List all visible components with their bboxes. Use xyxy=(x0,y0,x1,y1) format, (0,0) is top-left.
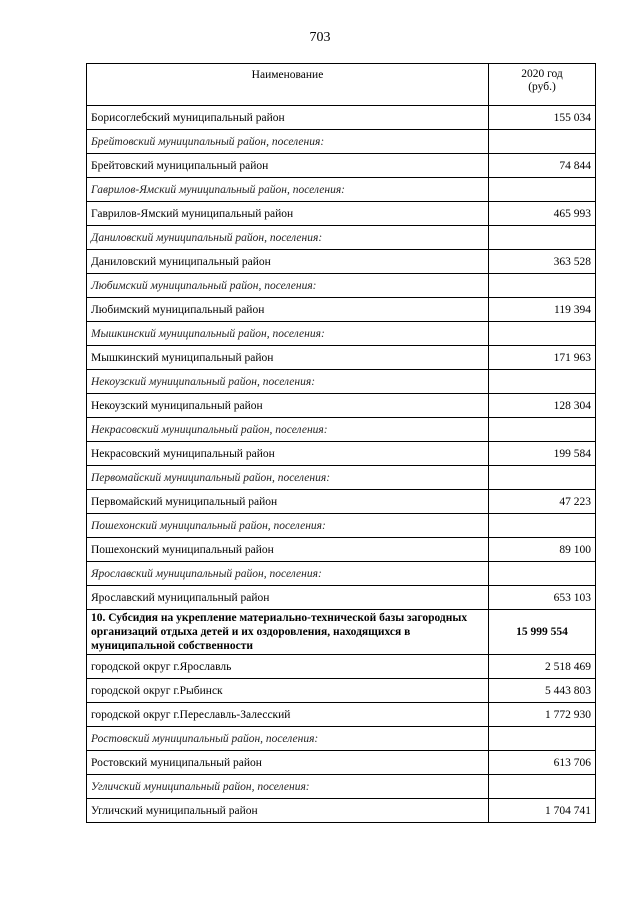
row-value-cell: 5 443 803 xyxy=(489,679,596,703)
section-header-row xyxy=(87,514,596,538)
row-value-cell: 74 844 xyxy=(489,154,596,178)
table-row xyxy=(87,751,596,775)
row-value-cell xyxy=(489,226,596,250)
table-row xyxy=(87,154,596,178)
table-row xyxy=(87,250,596,274)
row-value-cell xyxy=(489,178,596,202)
row-value-cell: 47 223 xyxy=(489,490,596,514)
row-name-cell: Некрасовский муниципальный район, поселения: xyxy=(87,418,489,442)
row-name-cell: Ростовский муниципальный район xyxy=(87,751,489,775)
row-value-cell xyxy=(489,322,596,346)
column-header-value xyxy=(489,64,596,106)
table-row xyxy=(87,202,596,226)
row-name-cell: Пошехонский муниципальный район, поселения: xyxy=(87,514,489,538)
row-value-cell: 155 034 xyxy=(489,106,596,130)
table-row xyxy=(87,394,596,418)
row-name-cell: Некоузский муниципальный район, поселения: xyxy=(87,370,489,394)
row-value-cell: 2 518 469 xyxy=(489,655,596,679)
section-header-row xyxy=(87,775,596,799)
subsidy-table xyxy=(86,63,596,823)
row-name-cell: Некоузский муниципальный район xyxy=(87,394,489,418)
table-header xyxy=(87,64,596,106)
section-header-row xyxy=(87,466,596,490)
subsidy-total-row xyxy=(87,610,596,655)
row-value-cell: 613 706 xyxy=(489,751,596,775)
section-header-row xyxy=(87,322,596,346)
row-name-cell: Ростовский муниципальный район, поселения: xyxy=(87,727,489,751)
row-name-cell: Гаврилов-Ямский муниципальный район, поселения: xyxy=(87,178,489,202)
row-name-cell: Любимский муниципальный район xyxy=(87,298,489,322)
row-value-cell: 15 999 554 xyxy=(489,610,596,655)
row-name-cell: Даниловский муниципальный район, поселения: xyxy=(87,226,489,250)
row-name-cell: Первомайский муниципальный район, поселения: xyxy=(87,466,489,490)
table-row xyxy=(87,106,596,130)
table-row xyxy=(87,586,596,610)
section-header-row xyxy=(87,370,596,394)
table-row xyxy=(87,799,596,823)
row-name-cell: городской округ г.Переславль-Залесский xyxy=(87,703,489,727)
table-row xyxy=(87,679,596,703)
row-value-cell: 171 963 xyxy=(489,346,596,370)
row-value-cell xyxy=(489,727,596,751)
table-row xyxy=(87,346,596,370)
row-value-cell xyxy=(489,130,596,154)
row-value-cell: 128 304 xyxy=(489,394,596,418)
row-value-cell: 465 993 xyxy=(489,202,596,226)
table-row xyxy=(87,490,596,514)
row-name-cell: Брейтовский муниципальный район xyxy=(87,154,489,178)
row-name-cell: Борисоглебский муниципальный район xyxy=(87,106,489,130)
table-row xyxy=(87,655,596,679)
table-row xyxy=(87,703,596,727)
row-name-cell: Мышкинский муниципальный район, поселения: xyxy=(87,322,489,346)
row-name-cell: городской округ г.Рыбинск xyxy=(87,679,489,703)
section-header-row xyxy=(87,274,596,298)
table-body xyxy=(87,106,596,823)
row-value-cell: 653 103 xyxy=(489,586,596,610)
table-row xyxy=(87,538,596,562)
row-name-cell: 10. Субсидия на укрепление материально-технической базы загородных организаций отдыха детей и их оздоровления, находящихся в муниципальной собственности xyxy=(87,610,489,655)
row-value-cell xyxy=(489,466,596,490)
row-value-cell xyxy=(489,370,596,394)
section-header-row xyxy=(87,418,596,442)
section-header-row xyxy=(87,178,596,202)
row-value-cell: 1 704 741 xyxy=(489,799,596,823)
row-name-cell: Даниловский муниципальный район xyxy=(87,250,489,274)
row-name-cell: Пошехонский муниципальный район xyxy=(87,538,489,562)
column-header-value-year: 2020 год xyxy=(521,68,563,80)
row-name-cell: Угличский муниципальный район, поселения: xyxy=(87,775,489,799)
row-name-cell: Гаврилов-Ямский муниципальный район xyxy=(87,202,489,226)
row-value-cell xyxy=(489,418,596,442)
row-name-cell: Первомайский муниципальный район xyxy=(87,490,489,514)
row-value-cell: 119 394 xyxy=(489,298,596,322)
row-value-cell: 199 584 xyxy=(489,442,596,466)
section-header-row xyxy=(87,727,596,751)
row-value-cell: 1 772 930 xyxy=(489,703,596,727)
row-name-cell: Мышкинский муниципальный район xyxy=(87,346,489,370)
section-header-row xyxy=(87,562,596,586)
section-header-row xyxy=(87,130,596,154)
row-value-cell xyxy=(489,274,596,298)
row-value-cell xyxy=(489,562,596,586)
row-value-cell: 89 100 xyxy=(489,538,596,562)
row-value-cell: 363 528 xyxy=(489,250,596,274)
page-number: 703 xyxy=(309,30,331,45)
row-name-cell: Брейтовский муниципальный район, поселения: xyxy=(87,130,489,154)
row-name-cell: Ярославский муниципальный район, поселения: xyxy=(87,562,489,586)
column-header-name: Наименование xyxy=(87,64,489,106)
column-header-value-unit: (руб.) xyxy=(528,81,556,93)
row-name-cell: Угличский муниципальный район xyxy=(87,799,489,823)
row-value-cell xyxy=(489,514,596,538)
row-name-cell: Некрасовский муниципальный район xyxy=(87,442,489,466)
row-name-cell: Ярославский муниципальный район xyxy=(87,586,489,610)
row-name-cell: городской округ г.Ярославль xyxy=(87,655,489,679)
table-row xyxy=(87,298,596,322)
table-header-row xyxy=(87,64,596,106)
section-header-row xyxy=(87,226,596,250)
table-row xyxy=(87,442,596,466)
row-name-cell: Любимский муниципальный район, поселения: xyxy=(87,274,489,298)
row-value-cell xyxy=(489,775,596,799)
